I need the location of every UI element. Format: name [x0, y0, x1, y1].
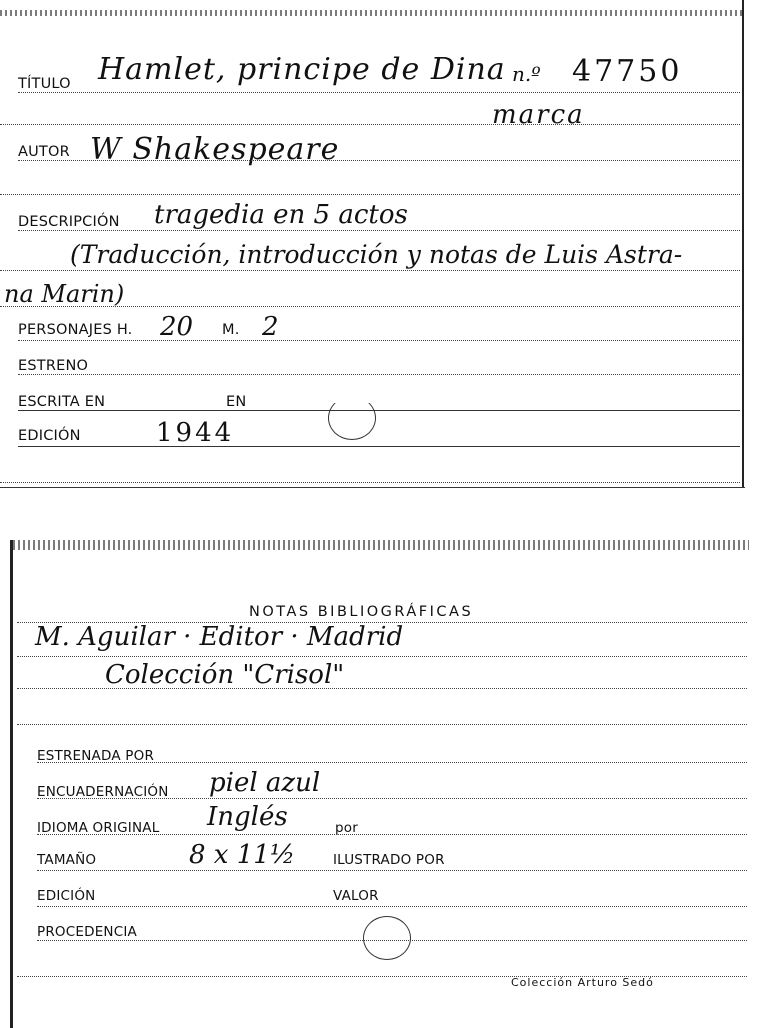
- escrita-label: ESCRITA EN: [18, 394, 106, 410]
- edicion-line: [37, 906, 747, 907]
- personajes-label: PERSONAJES H.: [18, 322, 133, 338]
- library-stamp: [328, 396, 376, 440]
- valor-label: VALOR: [333, 888, 379, 904]
- card-separator: [0, 487, 745, 488]
- coleccion-footer: Colección Arturo Sedó: [511, 976, 654, 989]
- estrenada-line: [37, 762, 747, 763]
- edicion-label: EDICIÓN: [18, 428, 81, 444]
- notas-value-1: M. Aguilar · Editor · Madrid: [35, 622, 404, 652]
- catalog-card-back: [10, 540, 749, 1028]
- personajes-line: [18, 340, 740, 341]
- descripcion-line2: (Traducción, introducción y notas de Luis Astra-: [70, 240, 683, 269]
- descripcion-label: DESCRIPCIÓN: [18, 214, 120, 230]
- idioma-original-value: Inglés: [207, 802, 288, 832]
- autor-value: W Shakespeare: [90, 132, 340, 167]
- encuadernacion-line: [37, 798, 747, 799]
- autor-label: AUTOR: [18, 144, 70, 160]
- autor-line: [18, 160, 740, 161]
- notas-bibliograficas-label: NOTAS BIBLIOGRÁFICAS: [249, 604, 474, 620]
- number-label: n.º: [512, 62, 541, 86]
- titulo-value-continuation: marca: [492, 100, 585, 130]
- autor-line-2: [0, 194, 740, 195]
- library-stamp: [363, 916, 411, 960]
- tamano-value: 8 x 11½: [189, 840, 296, 870]
- titulo-label: TÍTULO: [18, 76, 71, 92]
- ilustrado-por-label: ILUSTRADO POR: [333, 852, 445, 868]
- estreno-line: [18, 374, 740, 375]
- personajes-m-value: 2: [262, 312, 279, 342]
- descripcion-line-2: [0, 270, 740, 271]
- catalog-card-front: [0, 0, 744, 488]
- estreno-label: ESTRENO: [18, 358, 89, 374]
- notas-line-3: [17, 688, 747, 689]
- estrenada-label: ESTRENADA POR: [37, 748, 155, 764]
- edicion-value: 1944: [156, 418, 235, 448]
- edicion-label: EDICIÓN: [37, 888, 96, 904]
- titulo-line-2: [0, 124, 740, 125]
- encuadernacion-value: piel azul: [209, 768, 321, 798]
- notas-line-4: [17, 724, 747, 725]
- titulo-value: Hamlet, principe de Dina: [98, 52, 506, 87]
- por-label: por: [335, 820, 358, 836]
- titulo-line: [18, 92, 740, 93]
- notas-line-2: [17, 656, 747, 657]
- personajes-m-label: M.: [222, 322, 240, 338]
- notas-value-2: Colección "Crisol": [105, 660, 345, 690]
- card-top-edge: [0, 10, 742, 16]
- encuadernacion-label: ENCUADERNACIÓN: [37, 784, 169, 800]
- tamano-label: TAMAÑO: [37, 852, 97, 868]
- tamano-line: [37, 870, 747, 871]
- escrita-en-label: EN: [226, 394, 247, 410]
- edicion-line: [18, 446, 740, 447]
- personajes-h-value: 20: [160, 312, 194, 342]
- card-top-edge: [13, 540, 749, 550]
- idioma-line: [37, 834, 747, 835]
- escrita-line: [18, 410, 740, 411]
- descripcion-line-3: [0, 306, 740, 307]
- idioma-original-label: IDIOMA ORIGINAL: [37, 820, 160, 836]
- number-value: 47750: [572, 54, 683, 89]
- procedencia-label: PROCEDENCIA: [37, 924, 137, 940]
- descripcion-line: [18, 230, 740, 231]
- descripcion-line3: na Marin): [4, 280, 125, 308]
- card-bottom-line: [0, 482, 740, 483]
- descripcion-value: tragedia en 5 actos: [154, 200, 408, 230]
